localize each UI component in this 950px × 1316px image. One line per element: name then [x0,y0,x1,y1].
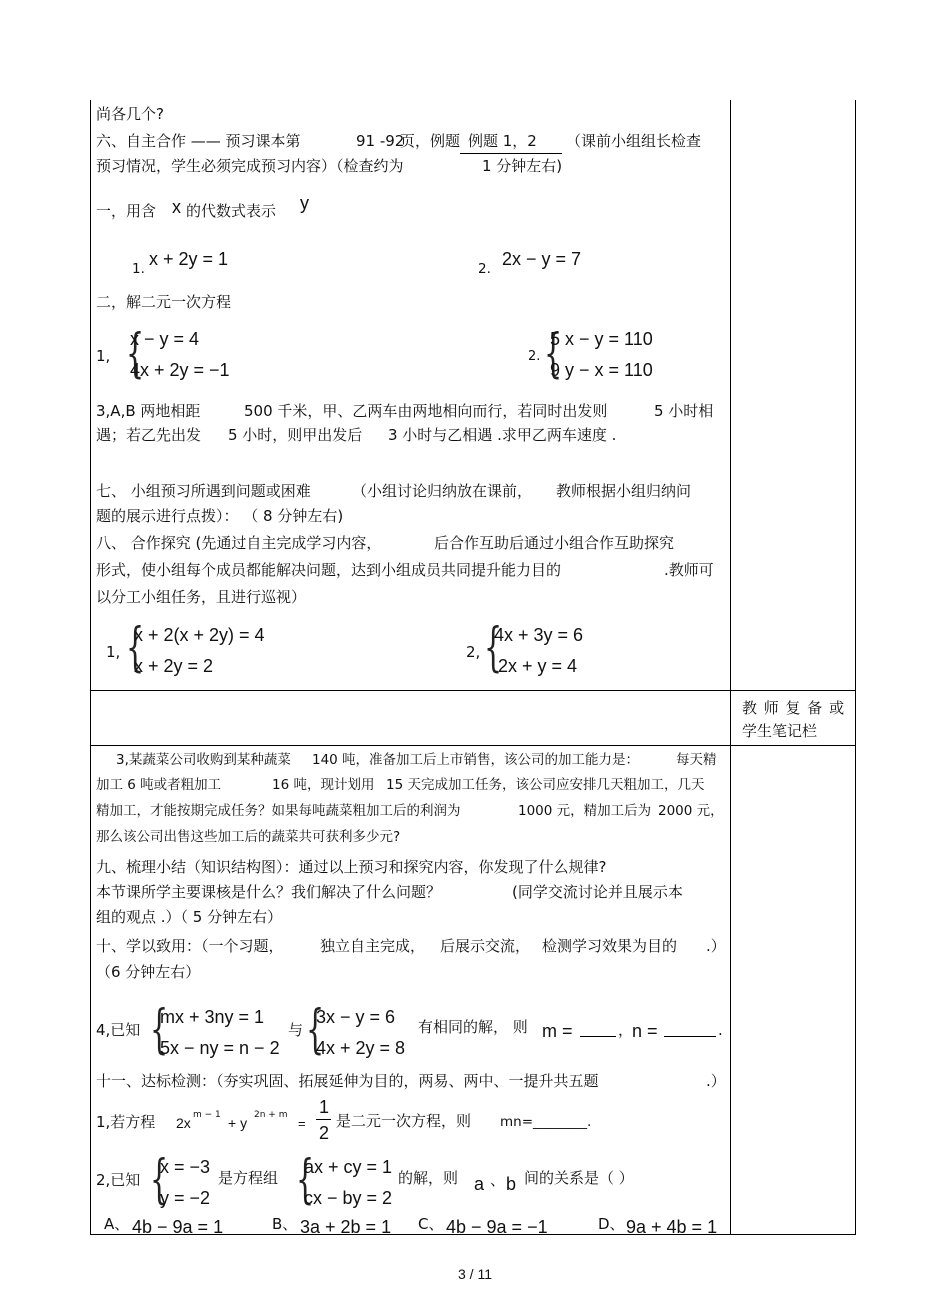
test-1-numerator: 1 [319,1097,330,1117]
question-3-line-1: 3,A,B 两地相距 [96,402,201,420]
left-brace: { [126,618,145,678]
vegetable-line-1b: 140 吨，准备加工后上市销售，该公司的加工能力是： [312,752,640,768]
section-10-line-1c: 后展示交流， [440,937,531,955]
left-brace: { [126,324,145,384]
option-a-label: A、 [104,1215,130,1233]
question-3-line-2: 遇；若乙先出发 [96,426,202,444]
question-4-label: 4,已知 [96,1021,141,1039]
option-c[interactable]: 4b − 9a = −1 [446,1217,548,1237]
test-1-text: 是二元一次方程，则 [336,1112,472,1130]
section-10-line-1d: 检测学习效果为目的 [542,937,678,955]
section-6-title: 六、自主合作 —— 预习课本第 [96,132,301,150]
vegetable-line-2: 加工 6 吨或者粗加工 [96,777,222,793]
column-divider [730,100,731,1234]
var-y: y [300,193,309,213]
question-3-line-2c: 3 小时与乙相遇 .求甲乙两车速度 . [388,426,617,444]
section-10-line-1: 十、学以致用：（一个习题， [96,937,284,955]
section-7-line-1c: 教师根据小组归纳问 [556,482,692,500]
problem-2-number: 2. [478,261,491,277]
fraction-bar [316,1119,331,1120]
left-brace: { [150,1000,169,1060]
option-d-label: D、 [598,1215,625,1233]
answer-blank-m[interactable] [580,1036,616,1037]
vegetable-line-2b: 16 吨，现计划用 [272,777,375,793]
system-2-number: 2. [528,349,541,364]
part-1-label: 一，用含 [96,202,157,220]
test-2-var-a: a [474,1174,485,1194]
question-4-eq-3: 3x − y = 6 [316,1007,396,1027]
test-1-term-2: + y [228,1115,248,1131]
vegetable-line-4: 那么该公司出售这些加工后的蔬菜共可获利多少元? [96,829,401,845]
vegetable-line-3: 精加工，才能按期完成任务？如果每吨蔬菜粗加工后的利润为 [96,803,461,819]
section-11-title: 十一、达标检测：（夯实巩固、拓展延伸为目的，两易、两中、一提升共五题 [96,1072,599,1090]
problem-2-equation: 2x − y = 7 [502,249,582,269]
section-6-pages: 91 -92 [356,132,405,150]
coop-1-number: 1, [106,643,121,661]
test-1-exponent-1: m − 1 [193,1110,221,1120]
vegetable-line-3b: 1000 元，精加工后为 [518,803,652,819]
test-2-text-3: 间的关系是（ ） [524,1169,634,1187]
page-number: 3 / 11 [458,1266,492,1282]
notes-label-line-1: 教 师 复 备 或 [742,699,846,717]
answer-blank-n[interactable] [664,1036,716,1037]
coop-1-eq-1: x + 2(x + 2y) = 4 [134,625,265,645]
test-1-label: 1,若方程 [96,1113,156,1131]
system-1-eq-2: 4x + 2y = −1 [130,360,230,380]
section-8-line-1b: 后合作互助后通过小组合作互助探究 [434,534,675,552]
question-4-end: . [718,1021,723,1039]
section-9-line-2: 本节课所学主要课核是什么？我们解决了什么问题？ [96,883,442,901]
row-divider-2 [90,745,855,746]
option-c-label: C、 [418,1215,444,1233]
test-2-eq-1: x = −3 [160,1157,211,1177]
section-10-line-1b: 独立自主完成， [320,937,426,955]
coop-1-eq-2: x + 2y = 2 [134,656,214,676]
option-d[interactable]: 9a + 4b = 1 [626,1217,718,1237]
vegetable-line-1c: 每天精 [676,752,717,768]
section-8-line-2b: .教师可 [664,561,714,579]
text-line: 尚各几个? [96,105,164,123]
test-2-sep: 、 [490,1171,506,1189]
section-8-line-2: 形式，使小组每个成员都能解决问题，达到小组成员共同提升能力目的 [96,561,562,579]
section-7-line-2: 题的展示进行点拨）： （ 8 分钟左右) [96,507,344,525]
test-1-denominator: 2 [319,1123,330,1143]
section-6-examples: 例题 1，2 [468,132,537,150]
question-4-tail: 有相同的解， 则 [418,1018,528,1036]
system-2-eq-2: 9 y − x = 110 [550,360,653,380]
left-brace: { [296,1150,315,1210]
question-4-eq-1: mx + 3ny = 1 [160,1007,265,1027]
test-2-text-1: 是方程组 [218,1169,279,1187]
vegetable-line-1: 3,某蔬菜公司收购到某种蔬菜 [116,752,291,768]
question-4-n: n = [632,1021,658,1041]
left-brace: { [150,1150,169,1210]
section-7-line-1b: （小组讨论归纳放在课前， [352,482,533,500]
section-6-time: 1 分钟左右) [482,157,563,175]
problem-1-equation: x + 2y = 1 [149,249,229,269]
var-x: x [172,197,181,217]
test-2-text-2: 的解，则 [398,1169,459,1187]
test-1-base-1: 2x [176,1115,191,1131]
test-1-exponent-2: 2n + m [254,1110,288,1120]
option-b[interactable]: 3a + 2b = 1 [300,1217,392,1237]
part-2-title: 二，解二元一次方程 [96,293,232,311]
section-6-line-2: 预习情况，学生必须完成预习内容）（检查约为 [96,157,404,175]
section-8-line-3: 以分工小组任务，且进行巡视） [96,588,307,606]
coop-2-eq-1: 4x + 3y = 6 [494,625,584,645]
system-2-eq-1: 5 x − y = 110 [550,329,653,349]
section-8-line-1: 八、 合作探究 (先通过自主完成学习内容， [96,534,382,552]
option-b-label: B、 [272,1215,298,1233]
test-2-eq-3: ax + cy = 1 [304,1157,393,1177]
section-9-line-2b: (同学交流讨论并且展示本 [512,883,683,901]
examples-underline [460,153,562,154]
section-11-end: .） [706,1072,726,1090]
test-2-label: 2,已知 [96,1171,141,1189]
vegetable-line-3c: 2000 元， [658,803,724,819]
test-2-var-b: b [506,1174,517,1194]
section-6-text-2: （课前小组组长检查 [566,132,702,150]
question-4-with: 与 [288,1021,304,1039]
system-1-eq-1: x − y = 4 [130,329,200,349]
left-brace: { [484,618,503,678]
test-1-equals: = [298,1116,306,1131]
problem-1-number: 1. [132,261,145,277]
question-4-eq-4: 4x + 2y = 8 [316,1038,406,1058]
option-a[interactable]: 4b − 9a = 1 [132,1217,224,1237]
section-10-line-2: （6 分钟左右） [96,963,201,981]
vegetable-line-2c: 15 天完成加工任务，该公司应安排几天粗加工，几天 [386,777,705,793]
left-brace: { [544,324,563,384]
coop-2-eq-2: 2x + y = 4 [498,656,578,676]
question-3-line-2b: 5 小时，则甲出发后 [228,426,363,444]
question-4-m: m = [542,1021,573,1041]
system-1-number: 1, [96,347,111,365]
section-6-text: 页，例题 [400,132,461,150]
section-9-line-3: 组的观点 .）（ 5 分钟左右） [96,908,283,926]
coop-2-number: 2, [466,643,481,661]
section-7-line-1: 七、 小组预习所遇到问题或困难 [96,482,311,500]
question-4-comma: ， [618,1021,634,1039]
left-brace: { [306,1000,325,1060]
part-1-text: 的代数式表示 [186,202,277,220]
test-2-eq-2: y = −2 [160,1188,211,1208]
section-10-line-1e: .） [706,937,726,955]
test-1-answer[interactable]: mn=________. [500,1114,592,1130]
section-9-line-1: 九、梳理小结（知识结构图）：通过以上预习和探究内容，你发现了什么规律? [96,858,607,876]
question-3-line-1c: 5 小时相 [654,402,714,420]
question-3-line-1b: 500 千米，甲、乙两车由两地相向而行，若同时出发则 [244,402,608,420]
notes-label-line-2: 学生笔记栏 [742,722,818,740]
test-2-eq-4: cx − by = 2 [304,1188,393,1208]
row-divider-1 [90,690,855,691]
question-4-eq-2: 5x − ny = n − 2 [160,1038,280,1058]
